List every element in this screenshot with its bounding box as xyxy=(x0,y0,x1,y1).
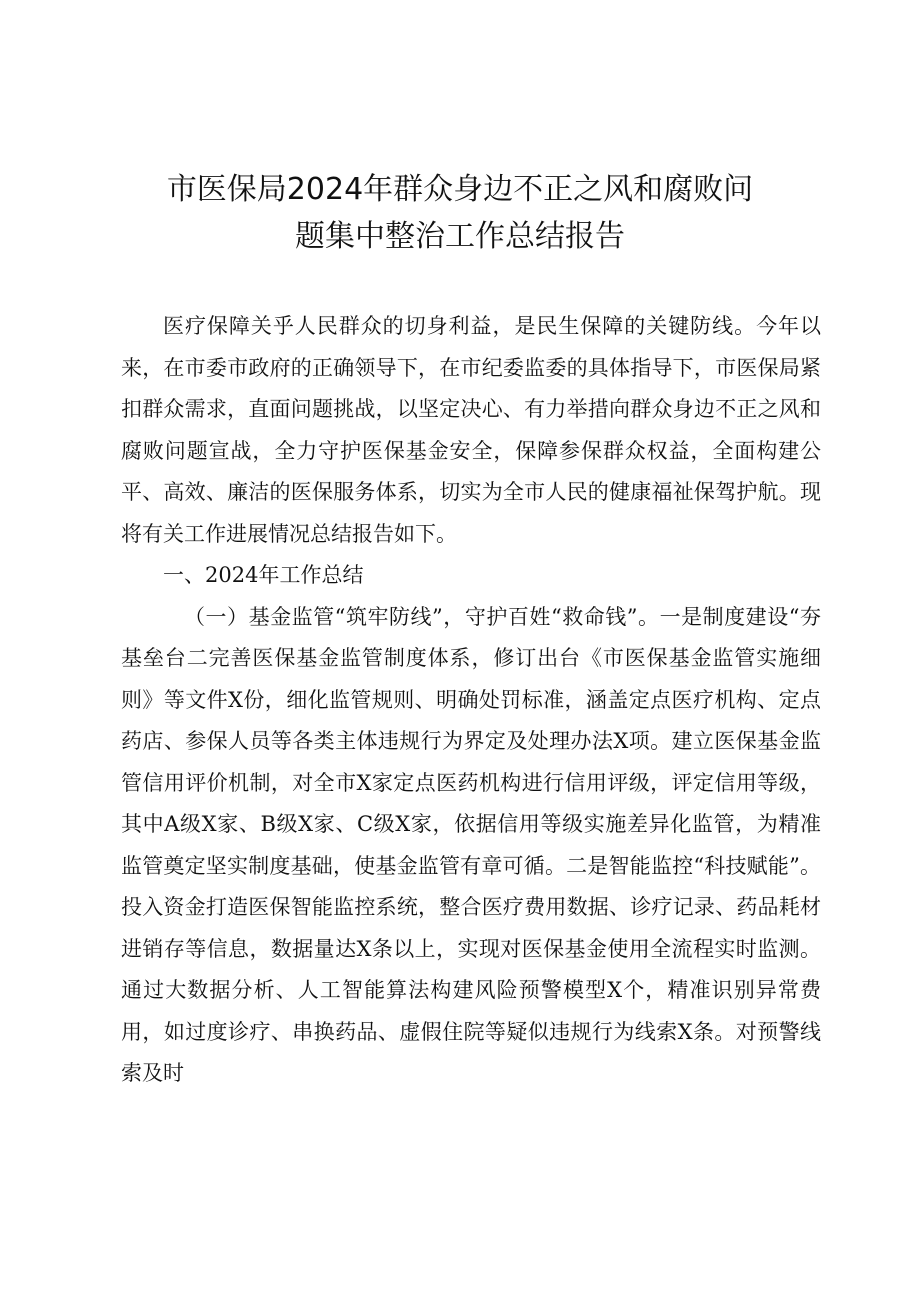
title-line-2: 题集中整治工作总结报告 xyxy=(295,219,625,254)
document-title xyxy=(110,166,810,260)
intro-paragraph: 医疗保障关乎人民群众的切身利益，是民生保障的关键防线。今年以来，在市委市政府的正确领导下，在市纪委监委的具体指导下，市医保局紧扣群众需求，直面问题挑战，以坚定决心、有力举措向群众身边不正之风和腐败问题宣战，全力守护医保基金安全，保障参保群众权益，全面构建公平、高效、廉洁的医保服务体系，切实为全市人民的健康福祉保驾护航。现将有关工作进展情况总结报告如下。 xyxy=(121,314,821,546)
section-1-heading: 一、2024年工作总结 xyxy=(163,563,364,587)
document-body xyxy=(121,306,821,1095)
title-line-1: 市医保局2024年群众身边不正之风和腐败问 xyxy=(166,172,754,207)
subsection-1-paragraph: （一）基金监管“筑牢防线”，守护百姓“救命钱”。一是制度建设“夯基垒台二完善医保基金监管制度体系，修订出台《市医保基金监管实施细则》等文件X份，细化监管规则、明确处罚标准，涵盖定点医疗机构、定点药店、参保人员等各类主体违规行为界定及处理办法X项。建立医保基金监管信用评价机制，对全市X家定点医药机构进行信用评级，评定信用等级，其中A级X家、B级X家、C级X家，依据信用等级实施差异化监管，为精准监管奠定坚实制度基础，使基金监管有章可循。二是智能监控“科技赋能”。投入资金打造医保智能监控系统，整合医疗费用数据、诊疗记录、药品耗材进销存等信息，数据量达X条以上，实现对医保基金使用全流程实时监测。通过大数据分析、人工智能算法构建风险预警模型X个，精准识别异常费用，如过度诊疗、串换药品、虚假住院等疑似违规行为线索X条。对预警线索及时 xyxy=(121,604,821,1085)
